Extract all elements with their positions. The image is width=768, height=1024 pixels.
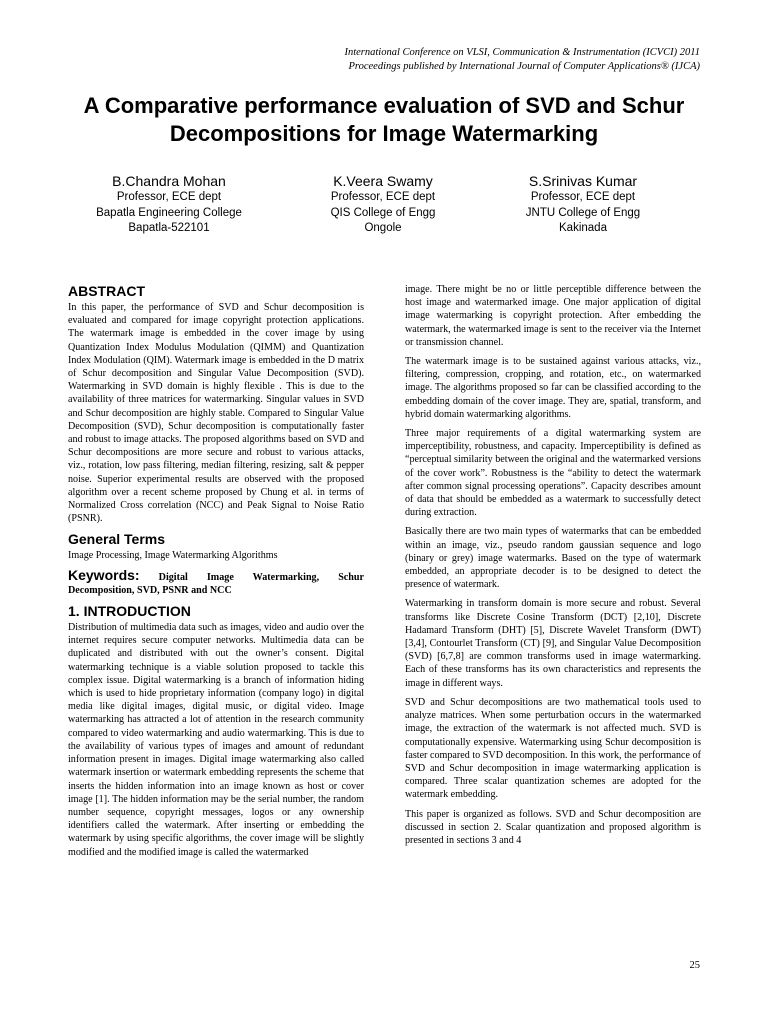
- running-head-line-2: Proceedings published by International Journal of Computer Applications® (IJCA): [348, 61, 700, 72]
- author-affiliation: Bapatla Engineering College: [96, 206, 242, 219]
- paper-title-line-2: Decompositions for Image Watermarking: [169, 121, 599, 146]
- author-location: Kakinada: [559, 222, 607, 234]
- right-column: [405, 283, 701, 853]
- general-terms-text: Image Processing, Image Watermarking Algorithms: [68, 550, 278, 562]
- introduction-paragraph-5: Watermarking in transform domain is more secure and robust. Several transforms like Discrete Cosine Transform (DCT) [2,10], Discrete Hadamard Transform (DHT) [5], Discrete Wavelet Transform (DWT) [3,4], Contourlet Transform (CT) [9], and Singular Value Decomposition (SVD) [6,7,8] are common transforms used in image watermarking. Each of these transforms has its own characteristics and represents the image in different ways.: [405, 598, 701, 689]
- general-terms-heading: General Terms: [68, 531, 166, 548]
- abstract-heading: ABSTRACT: [68, 283, 145, 299]
- introduction-paragraph-6: SVD and Schur decompositions are two mathematical tools used to analyze matrices. When some perturbation occurs in the watermarked image, the extraction of the watermark is not affected much. SVD is computationally expensive. Watermarking using Schur decomposition is faster compared to SVD decomposition. In this work, the performance of SVD and Schur decomposition in image watermarking application is compared. Three scalar quantization schemes are adopted for the watermark embedding.: [405, 696, 701, 801]
- author-block-3: [483, 172, 683, 237]
- introduction-paragraph-7: This paper is organized as follows. SVD and Schur decomposition are discussed in section 2. Scalar quantization and proposed algorithm is presented in sections 3 and 4: [405, 808, 701, 846]
- running-head-line-1: International Conference on VLSI, Communication & Instrumentation (ICVCI) 2011: [344, 47, 700, 58]
- paper-title-line-1: A Comparative performance evaluation of SVD and Schur: [83, 93, 685, 118]
- page-number: 25: [689, 960, 700, 971]
- author-position: Professor, ECE dept: [330, 191, 436, 203]
- abstract-text: In this paper, the performance of SVD and Schur decomposition is evaluated and compared for image copyright protection applications. The watermark image is embedded in the cover image by using Quantization Index Modulus Modulation (QIMM) and Quantization Index Modulation (QIM). Watermark image is embedded in the D matrix of Schur decomposition and Singular Value Decomposition (SVD). Watermarking in SVD domain is highly flexible . This is due to the availability of three matrices for watermarking. Singular values in SVD and Schur decomposition are highly stable. Compared to Singular Value Decomposition (SVD), Schur decomposition is computationally faster and robust to image attacks. The proposed algorithms based on SVD and Schur decompositions are more secure and robust to various attacks, viz., rotation, low pass filtering, median filtering, resizing, salt & pepper noise. Superior experimental results are observed with the proposed algorithm over a recent scheme proposed by Chung et al. in terms of Normalized Cross correlation (NCC) and Peak Signal to Noise Ratio (PSNR).: [68, 302, 364, 525]
- paper-title: [40, 92, 728, 148]
- keywords-block: [68, 566, 364, 597]
- author-name: S.Srinivas Kumar: [528, 173, 638, 189]
- introduction-heading: 1. INTRODUCTION: [68, 603, 191, 620]
- author-name: K.Veera Swamy: [333, 173, 433, 189]
- author-position: Professor, ECE dept: [116, 191, 222, 203]
- author-position: Professor, ECE dept: [530, 191, 636, 203]
- author-location: Ongole: [364, 222, 402, 234]
- left-column: [68, 283, 364, 865]
- running-head: [344, 46, 700, 74]
- introduction-paragraph-4: Basically there are two main types of watermarks that can be embedded within an image, viz., pseudo random gaussian sequence and logo (binary or grey) image watermarks. Based on the type of watermark embedded, an appropriate decoder is to be designed to detect the presence of watermark.: [405, 526, 701, 591]
- keywords-text: Digital Image Watermarking, Schur Decomposition, SVD, PSNR and NCC: [68, 571, 364, 596]
- author-block-1: [69, 172, 269, 237]
- author-name: B.Chandra Mohan: [112, 173, 226, 189]
- introduction-paragraph-1-continued: image. There might be no or little perceptible difference between the host image and watermarked image. One major application of digital image watermarking is copyright protection. After embedding the watermark, the watermarked image is sent to the receiver via the Internet or transmission channel.: [405, 284, 701, 348]
- introduction-paragraph-3: Three major requirements of a digital watermarking system are imperceptibility, robustness, and capacity. Imperceptibility is defined as “perceptual similarity between the original and the watermarked versions of the cover work”. Robustness is the “ability to detect the watermark after common signal processing operations”. Capacity describes amount of data that should be embedded as a watermark to successfully detect during extraction.: [405, 428, 701, 519]
- author-affiliation: JNTU College of Engg: [525, 206, 641, 219]
- author-block-2: [283, 172, 483, 237]
- keywords-label: Keywords:: [68, 566, 140, 583]
- author-location: Bapatla-522101: [128, 222, 210, 234]
- introduction-paragraph-2: The watermark image is to be sustained against various attacks, viz., filtering, compression, cropping, and rotation, etc., on watermarked image. The algorithms proposed so far can be classified according to the embedding domain of the cover image. They are, spatial, transform, and hybrid domain watermarking algorithms.: [405, 356, 701, 420]
- introduction-paragraph-1: Distribution of multimedia data such as images, video and audio over the internet requires secure computer networks. Multimedia data can be duplicated and distributed with out the owner’s consent. Digital watermarking technique is a viable solution proposed to tackle this complex issue. Digital watermarking is a branch of information hiding which is used to hide proprietary information (company logo) in digital media like digital images, digital music, or digital video. Image watermarking has attracted a lot of attention in the research community compared to video watermarking and audio watermarking. This is due to the availability of various types of images and amount of redundant information present in images. Digital image watermarking also called watermark insertion or watermark embedding represents the scheme that inserts the hidden information into an image known as host or cover image [1]. The hidden information may be the serial number, the random number sequence, copyright messages, logos or any ownership identifiers called the watermark. After inserting or embedding the watermark by using specific algorithms, the cover image will be slightly modified and the modified image is called the watermarked: [68, 622, 364, 858]
- author-affiliation: QIS College of Engg: [330, 206, 436, 219]
